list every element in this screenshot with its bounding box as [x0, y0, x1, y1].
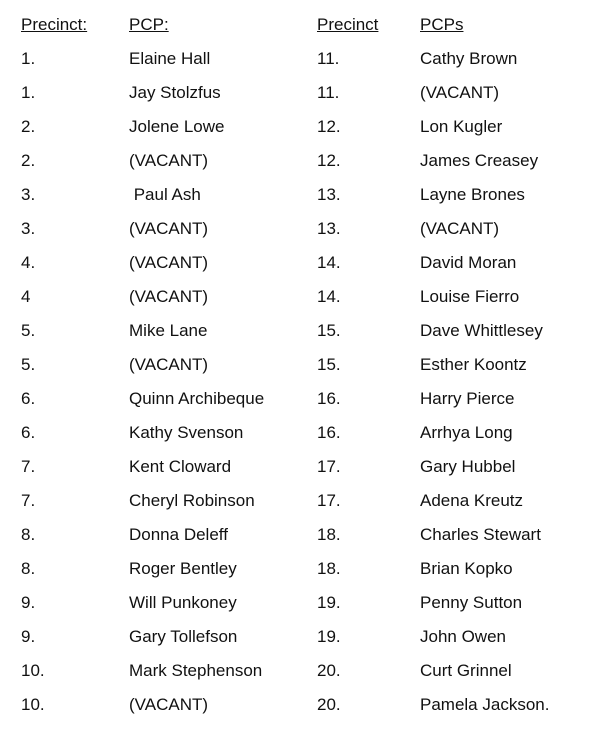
right-precinct-number: 12.: [317, 151, 341, 170]
right-pcp-name: Cathy Brown: [420, 49, 518, 68]
right-precinct-number: 14.: [317, 287, 341, 306]
right-pcp-name: Esther Koontz: [420, 355, 527, 374]
left-precinct-number: 2.: [21, 117, 36, 136]
left-precinct-number: 8.: [21, 559, 36, 578]
left-precinct-number: 10.: [21, 661, 45, 680]
right-precinct-number: 13.: [317, 185, 341, 204]
left-pcp-name: Roger Bentley: [129, 559, 237, 578]
left-precinct-number: 5.: [21, 321, 36, 340]
left-pcp-name: Jolene Lowe: [129, 117, 225, 136]
right-precinct-number: 12.: [317, 117, 341, 136]
left-pcp-name: Kathy Svenson: [129, 423, 244, 442]
left-pcp-name: (VACANT): [129, 151, 209, 170]
left-pcp-name: Mark Stephenson: [129, 661, 263, 680]
right-precinct-number: 16.: [317, 423, 341, 442]
table-row: [0, 586, 606, 620]
left-pcp-name: (VACANT): [129, 253, 209, 272]
left-pcp-header: PCP:: [129, 15, 169, 34]
right-pcp-name: (VACANT): [420, 219, 500, 238]
right-pcp-header: PCPs: [420, 15, 464, 34]
left-precinct-number: 3.: [21, 219, 36, 238]
right-pcp-name: John Owen: [420, 627, 506, 646]
right-precinct-number: 18.: [317, 559, 341, 578]
right-pcp-name: Penny Sutton: [420, 593, 523, 612]
left-precinct-number: 9.: [21, 593, 36, 612]
left-precinct-number: 9.: [21, 627, 36, 646]
right-pcp-name: Layne Brones: [420, 185, 525, 204]
right-precinct-number: 14.: [317, 253, 341, 272]
table-row: [0, 348, 606, 382]
left-precinct-number: 7.: [21, 457, 36, 476]
right-precinct-number: 18.: [317, 525, 341, 544]
right-pcp-name: (VACANT): [420, 83, 500, 102]
table-row: [0, 110, 606, 144]
table-row: [0, 212, 606, 246]
right-precinct-number: 20.: [317, 661, 341, 680]
right-pcp-name: Harry Pierce: [420, 389, 515, 408]
left-precinct-number: 5.: [21, 355, 36, 374]
right-precinct-number: 11.: [317, 49, 340, 68]
left-precinct-number: 7.: [21, 491, 36, 510]
right-precinct-number: 19.: [317, 627, 341, 646]
table-row: [0, 246, 606, 280]
right-pcp-name: Brian Kopko: [420, 559, 513, 578]
right-pcp-name: Arrhya Long: [420, 423, 513, 442]
left-pcp-name: Quinn Archibeque: [129, 389, 265, 408]
table-row: [0, 654, 606, 688]
table-row: [0, 484, 606, 518]
right-pcp-name: Charles Stewart: [420, 525, 541, 544]
table-row: [0, 552, 606, 586]
table-row: [0, 416, 606, 450]
right-precinct-number: 15.: [317, 321, 341, 340]
left-pcp-name: Elaine Hall: [129, 49, 211, 68]
right-pcp-name: David Moran: [420, 253, 517, 272]
table-row: [0, 144, 606, 178]
table-row: [0, 42, 606, 76]
left-pcp-name: (VACANT): [129, 695, 209, 714]
left-pcp-name: Kent Cloward: [129, 457, 232, 476]
right-precinct-number: 11.: [317, 83, 340, 102]
right-pcp-name: Gary Hubbel: [420, 457, 516, 476]
table-row: [0, 620, 606, 654]
left-precinct-number: 1.: [21, 49, 36, 68]
right-precinct-number: 15.: [317, 355, 341, 374]
left-pcp-name: Paul Ash: [129, 185, 201, 204]
right-pcp-name: Dave Whittlesey: [420, 321, 543, 340]
right-precinct-number: 17.: [317, 457, 341, 476]
right-precinct-header: Precinct: [317, 15, 379, 34]
left-pcp-name: (VACANT): [129, 287, 209, 306]
left-pcp-name: Mike Lane: [129, 321, 208, 340]
left-precinct-number: 4: [21, 287, 31, 306]
right-pcp-name: Adena Kreutz: [420, 491, 524, 510]
table-row: [0, 382, 606, 416]
left-pcp-name: Gary Tollefson: [129, 627, 238, 646]
right-precinct-number: 19.: [317, 593, 341, 612]
right-precinct-number: 13.: [317, 219, 341, 238]
left-precinct-number: 6.: [21, 423, 36, 442]
right-pcp-name: James Creasey: [420, 151, 539, 170]
left-pcp-name: Cheryl Robinson: [129, 491, 255, 510]
table-row: [0, 280, 606, 314]
left-pcp-name: Jay Stolzfus: [129, 83, 221, 102]
table-row: [0, 688, 606, 722]
right-pcp-name: Curt Grinnel: [420, 661, 512, 680]
table-row: [0, 76, 606, 110]
left-pcp-name: (VACANT): [129, 219, 209, 238]
left-precinct-number: 1.: [21, 83, 36, 102]
right-pcp-name: Louise Fierro: [420, 287, 520, 306]
left-precinct-number: 2.: [21, 151, 36, 170]
right-pcp-name: Pamela Jackson.: [420, 695, 550, 714]
left-precinct-number: 3.: [21, 185, 36, 204]
left-pcp-name: (VACANT): [129, 355, 209, 374]
left-pcp-name: Donna Deleff: [129, 525, 228, 544]
left-precinct-number: 4.: [21, 253, 36, 272]
left-pcp-name: Will Punkoney: [129, 593, 237, 612]
left-precinct-number: 8.: [21, 525, 36, 544]
left-precinct-header: Precinct:: [21, 15, 88, 34]
right-precinct-number: 20.: [317, 695, 341, 714]
right-pcp-name: Lon Kugler: [420, 117, 503, 136]
table-row: [0, 178, 606, 212]
table-row: [0, 450, 606, 484]
table-row: [0, 314, 606, 348]
right-precinct-number: 16.: [317, 389, 341, 408]
table-row: [0, 518, 606, 552]
right-precinct-number: 17.: [317, 491, 341, 510]
left-precinct-number: 6.: [21, 389, 36, 408]
left-precinct-number: 10.: [21, 695, 45, 714]
header-row: [0, 8, 606, 42]
